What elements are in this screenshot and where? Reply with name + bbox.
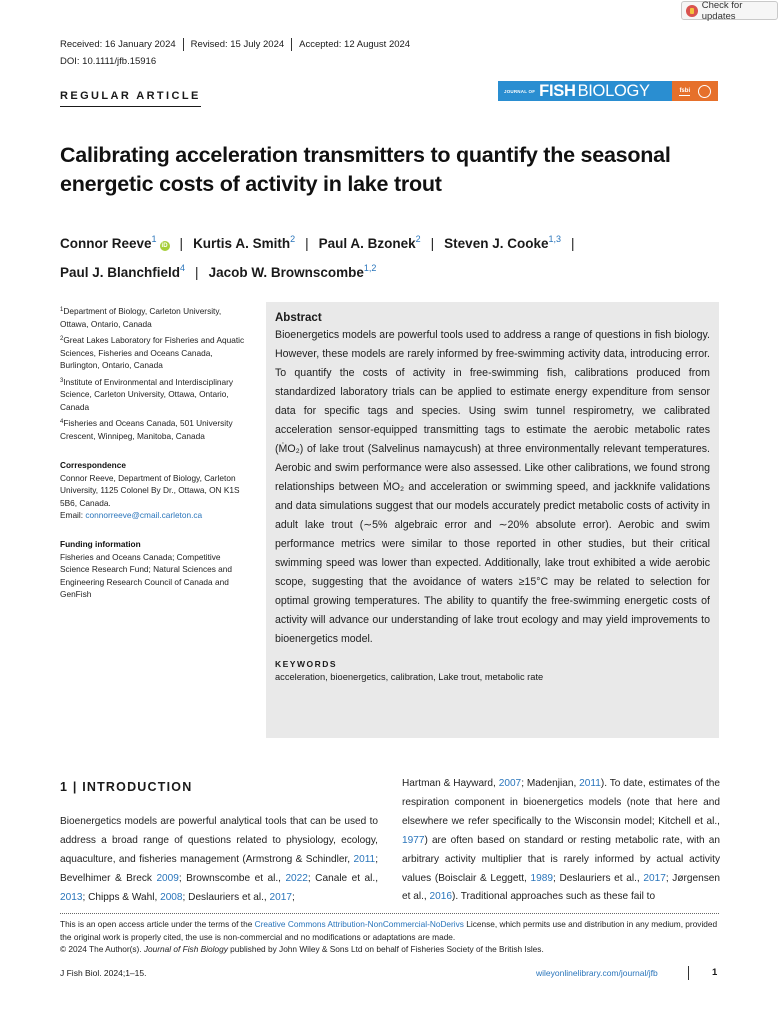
citation-link[interactable]: 1977 (402, 834, 425, 846)
date-divider (291, 38, 292, 51)
citation-link[interactable]: 1989 (530, 872, 553, 884)
intro-text: ; Bevelhimer & Breck (60, 853, 378, 884)
intro-text: ) are often based on standard or resting metabolic rate, with an arbitrary activity multiplier that is rarely informed by actual activity values (Boisclair & Leggett, (402, 834, 720, 884)
intro-column-right (402, 775, 720, 907)
citation-link[interactable]: 2022 (285, 872, 308, 884)
citation-link[interactable]: 2009 (156, 872, 179, 884)
author-affiliation: 1,2 (363, 263, 377, 273)
funding-heading: Funding information (60, 539, 141, 549)
intro-text: Bioenergetics models are powerful analytical tools that can be used to address a broad range of questions related to physiology, ecology, aquaculture, and fisheries management (Armstrong & Schindler, (60, 816, 378, 865)
author-name[interactable]: Kurtis A. Smith (193, 236, 291, 251)
license-notice (60, 918, 720, 956)
intro-text: ; Canale et al., (307, 872, 378, 884)
received-date: Received: 16 January 2024 (60, 39, 176, 50)
copyright-text: © 2024 The Author(s). Journal of Fish Biology published by John Wiley & Sons Ltd on behalf of Fisheries Society of the British Isles. (60, 944, 544, 954)
funding-information (60, 538, 250, 601)
intro-text: ; Deslauriers et al., (553, 872, 644, 884)
abstract-heading: Abstract (275, 312, 322, 324)
author-name[interactable]: Jacob W. Brownscombe (208, 265, 364, 280)
author-list: Connor Reeve$^1$iD | Kurtis A. Smith$^2$ | Paul A. Bzonek$^2$ | Steven J. Cooke$^{1,3}$ | Paul J. Blanchfield$^4$ | Jacob W. Brownscombe$^{1,2}$ (60, 234, 575, 280)
affiliation: $^1$Department of Biology, Carleton University, Ottawa, Ontario, Canada (60, 306, 222, 329)
citation-link[interactable]: 2008 (160, 891, 183, 903)
footer-divider (688, 966, 689, 980)
citation-link[interactable]: 2016 (429, 891, 452, 903)
author-name[interactable]: Steven J. Cooke (444, 236, 549, 251)
intro-text: ; Deslauriers et al., (182, 891, 270, 903)
check-for-updates-button[interactable] (681, 1, 778, 20)
correspondence-email-line: Email: connorreeve@cmail.carleton.ca (60, 510, 203, 520)
revised-date: Revised: 15 July 2024 (190, 39, 285, 50)
title-line-1: Calibrating acceleration transmitters to quantify the seasonal (60, 143, 671, 167)
affiliation: $^4$Fisheries and Oceans Canada, 501 University Crescent, Winnipeg, Manitoba, Canada (60, 418, 233, 441)
abstract-text: Bioenergetics models are powerful tools used to address a range of questions in fish biology. However, these models are rarely informed by free-swimming activity data, introducing error. To quantify the costs of activity in free-swimming fish, calibrations produced from standardized laboratory trials can be applied to estimate energy expenditure from sensor data for specific tags and species. Using swim tunnel respirometry, we calibrated acceleration sensor-equipped transmitting tags to estimate the aerobic metabolic rates (ṀO₂) of lake trout (Salvelinus namaycush) at three environmentally relevant temperatures. Aerobic and swim performance were also assessed. Like other calibrations, we found strong relationships between ṀO₂ and acceleration or swimming speed, and jackknife validations and data simulations suggest that our models accurately predict metabolic costs of activity in adult lake trout (∼5% algebraic error and ∼20% absolute error). Aerobic and swim performance metrics were similar to those reported in other studies, but their critical swimming speed was lower than expected. Additionally, lake trout exhibited a wide aerobic scope, suggesting that the avoidance of waters ≥15°C may be related to selection for optimal growing temperatures. The ability to quantify the free-swimming energetic costs of activity will advance our understanding of lake trout ecology and may yield improvements to bioenergetics model. (275, 329, 710, 645)
license-link[interactable]: Creative Commons Attribution-NonCommercial-NoDerivs (254, 919, 464, 929)
keywords-heading: KEYWORDS (275, 659, 338, 669)
logo-name-bold: FISH (539, 81, 576, 100)
citation-link[interactable]: 2007 (498, 778, 522, 789)
journal-logo-banner (498, 81, 672, 101)
journal-logo (498, 81, 718, 101)
citation-link[interactable]: 2011 (579, 778, 601, 789)
author-name[interactable]: Paul J. Blanchfield (60, 265, 181, 280)
intro-text: ; Madenjian, (521, 778, 580, 789)
author-affiliation: 1 (151, 234, 157, 244)
affiliation: $^2$Great Lakes Laboratory for Fisheries and Aquatic Sciences, Fisheries and Oceans Canada, Burlington, Ontario, Canada (60, 335, 245, 370)
author-affiliation: 4 (180, 263, 186, 273)
society-mark: fsbi (679, 87, 691, 94)
intro-text: ; Chipps & Wahl, (82, 891, 161, 903)
article-type: REGULAR ARTICLE (60, 90, 201, 107)
intro-text: Hartman & Hayward, (402, 778, 499, 789)
logo-name-light: BIOLOGY (577, 81, 650, 100)
affiliation: $^3$Institute of Environmental and Interdisciplinary Science, Carleton University, Ottawa, Ontario, Canada (60, 376, 234, 412)
correspondence-text: Connor Reeve, Department of Biology, Carleton University, 1125 Colonel By Dr., Ottawa, ON K1S 5B6, Canada. (60, 472, 240, 508)
intro-text: ; (291, 891, 295, 903)
intro-text: ). To date, estimates of the respiration component in bioenergetics models (note that here and elsewhere we refer specifically to the Wisconsin model; Kitchell et al., (402, 778, 721, 827)
check-for-updates-label: Check for updates (701, 0, 743, 22)
section-heading: 1 | INTRODUCTION (60, 780, 193, 794)
intro-text: ; Brownscombe et al., (178, 872, 286, 884)
footnote-divider (60, 913, 719, 914)
author-affiliation: 2 (290, 234, 296, 244)
accepted-date: Accepted: 12 August 2024 (299, 39, 411, 50)
author-name[interactable]: Connor Reeve (60, 236, 152, 251)
crossmark-icon (686, 5, 698, 17)
date-divider (183, 38, 184, 51)
journal-citation: J Fish Biol. 2024;1–15. (60, 968, 147, 978)
affiliations (60, 304, 250, 442)
citation-link[interactable]: 2011 (353, 853, 376, 865)
citation-link[interactable]: 2017 (643, 872, 666, 884)
intro-text: ). Traditional approaches such as these fail to (451, 891, 656, 903)
abstract-box (266, 302, 719, 738)
keywords: acceleration, bioenergetics, calibration, Lake trout, metabolic rate (275, 672, 544, 682)
author-name[interactable]: Paul A. Bzonek (318, 236, 416, 251)
article-dates (60, 38, 410, 51)
journal-url-link[interactable]: wileyonlinelibrary.com/journal/jfb (536, 968, 658, 978)
society-logo (672, 81, 718, 101)
intro-text: ; Jørgensen et al., (402, 872, 720, 903)
funding-text: Fisheries and Oceans Canada; Competitive Science Research Fund; Natural Sciences and Engineering Research Council of Canada and GenFish (60, 551, 233, 599)
article-title (60, 141, 740, 199)
license-text: This is an open access article under the terms of the Creative Commons Attribution-NonCommercial-NoDerivs License, which permits use and distribution in any medium, provided the original work is properly cited, the use is non-commercial and no modifications or adaptations are made. (60, 919, 718, 942)
orcid-icon[interactable]: iD (161, 243, 168, 249)
author-affiliation: 2 (415, 234, 421, 244)
citation-link[interactable]: 2017 (269, 891, 292, 903)
intro-column-left (60, 813, 378, 908)
email-link[interactable]: connorreeve@cmail.carleton.ca (85, 510, 203, 520)
page-number: 1 (712, 967, 718, 978)
correspondence-heading: Correspondence (60, 460, 126, 470)
title-line-2: energetic costs of activity in lake trout (60, 172, 442, 196)
doi[interactable]: DOI: 10.1111/jfb.15916 (60, 56, 157, 67)
citation-link[interactable]: 2013 (60, 891, 83, 903)
correspondence (60, 459, 250, 522)
logo-prefix: JOURNAL OF (504, 88, 536, 94)
society-emblem-icon (698, 85, 711, 98)
author-affiliation: 1,3 (548, 234, 561, 244)
